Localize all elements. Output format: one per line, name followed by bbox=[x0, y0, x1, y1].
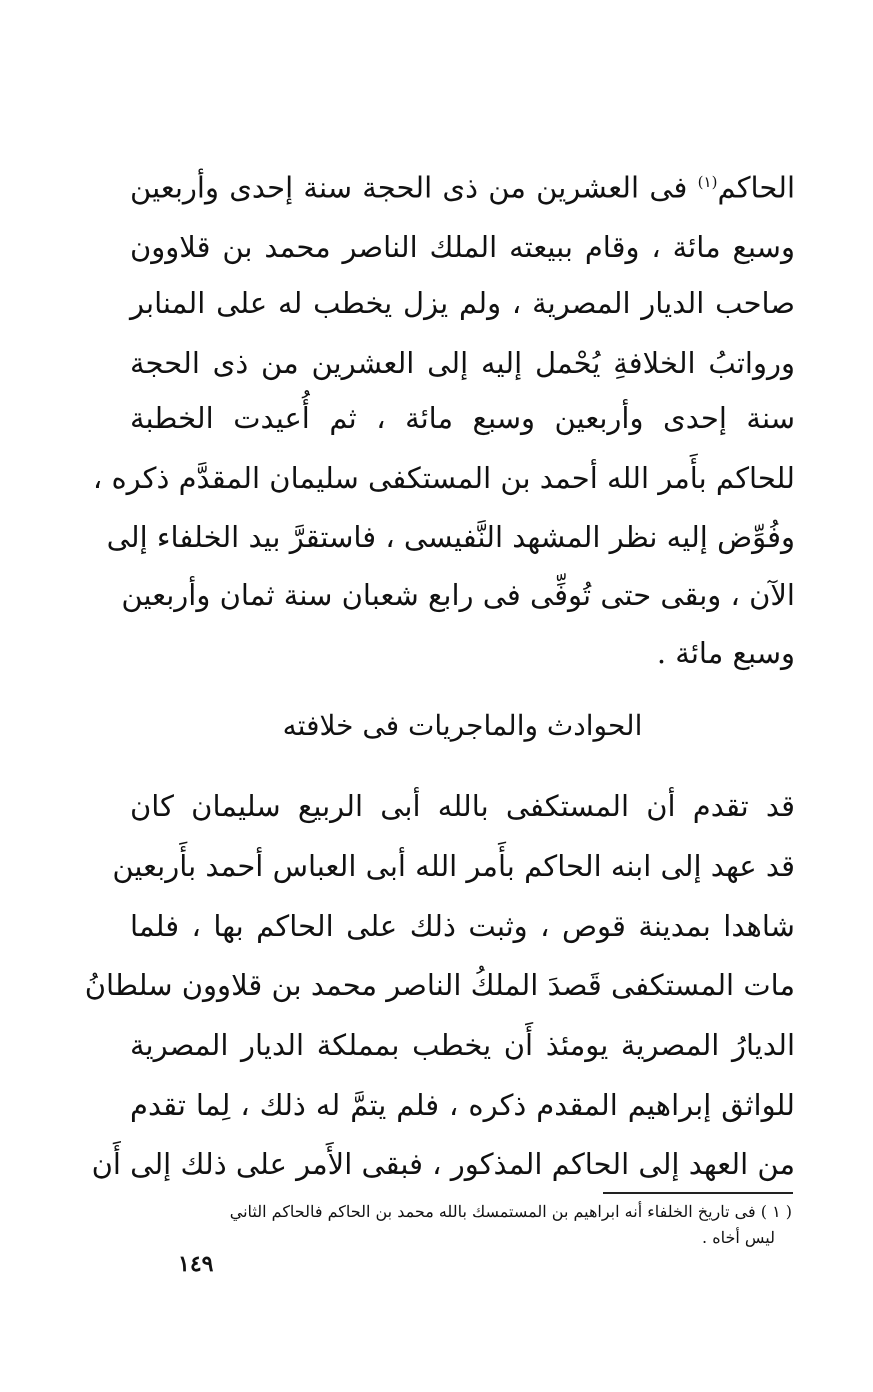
page-number: ١٤٩ bbox=[178, 1251, 214, 1277]
para1-line-3: صاحب الديار المصرية ، ولم يزل يخطب له على المنابر bbox=[130, 286, 795, 320]
para2-line-4: مات المستكفى قَصدَ الملكُ الناصر محمد بن قلاوون سلطانُ bbox=[84, 968, 795, 1002]
para1-line-1 bbox=[130, 162, 795, 208]
para1-line-4: ورواتبُ الخلافةِ يُحْمل إليه إلى العشرين من ذى الحجة bbox=[130, 346, 795, 380]
footnote-marker: (١) bbox=[697, 173, 718, 191]
para2-line-7: من العهد إلى الحاكم المذكور ، فبقى الأَمر على ذلك إلى أَن bbox=[91, 1147, 795, 1181]
para1-line-5: سنة إحدى وأربعين وسبع مائة ، ثم أُعيدت الخطبة bbox=[130, 401, 795, 435]
para1-line-7: وفُوِّض إليه نظر المشهد النَّفيسى ، فاستقرَّ بيد الخلفاء إلى bbox=[106, 520, 795, 554]
footnote-line-2: ليس أخاه . bbox=[702, 1228, 775, 1247]
para2-line-5: الديارُ المصرية يومئذ أَن يخطب بمملكة الديار المصرية bbox=[130, 1028, 795, 1062]
para1-line-9: وسبع مائة . bbox=[656, 636, 795, 670]
section-heading: الحوادث والماجريات فى خلافته bbox=[282, 709, 643, 742]
para2-line-1: قد تقدم أن المستكفى بالله أبى الربيع سليمان كان bbox=[130, 789, 795, 823]
footnote-line-1: ( ١ ) فى تاريخ الخلفاء أنه ابراهيم بن المستمسك بالله محمد بن الحاكم فالحاكم الثاني bbox=[229, 1202, 792, 1221]
para1-line-2: وسبع مائة ، وقام ببيعته الملك الناصر محمد بن قلاوون bbox=[130, 230, 795, 264]
para2-line-2: قد عهد إلى ابنه الحاكم بأَمر الله أبى العباس أحمد بأَربعين bbox=[112, 849, 795, 883]
para2-line-6: للواثق إبراهيم المقدم ذكره ، فلم يتمَّ له ذلك ، لِما تقدم bbox=[130, 1088, 795, 1122]
para1-line-6: للحاكم بأَمر الله أحمد بن المستكفى سليمان المقدَّم ذكره ، bbox=[92, 461, 795, 495]
para1-line-1-rest: فى العشرين من ذى الحجة سنة إحدى وأربعين bbox=[130, 170, 688, 205]
para1-line-8: الآن ، وبقى حتى تُوفِّى فى رابع شعبان سنة ثمان وأربعين bbox=[121, 578, 795, 612]
para2-line-3: شاهدا بمدينة قوص ، وثبت ذلك على الحاكم بها ، فلما bbox=[130, 909, 795, 943]
para1-line-1-start: الحاكم bbox=[717, 170, 796, 205]
footnote-separator bbox=[603, 1192, 793, 1194]
